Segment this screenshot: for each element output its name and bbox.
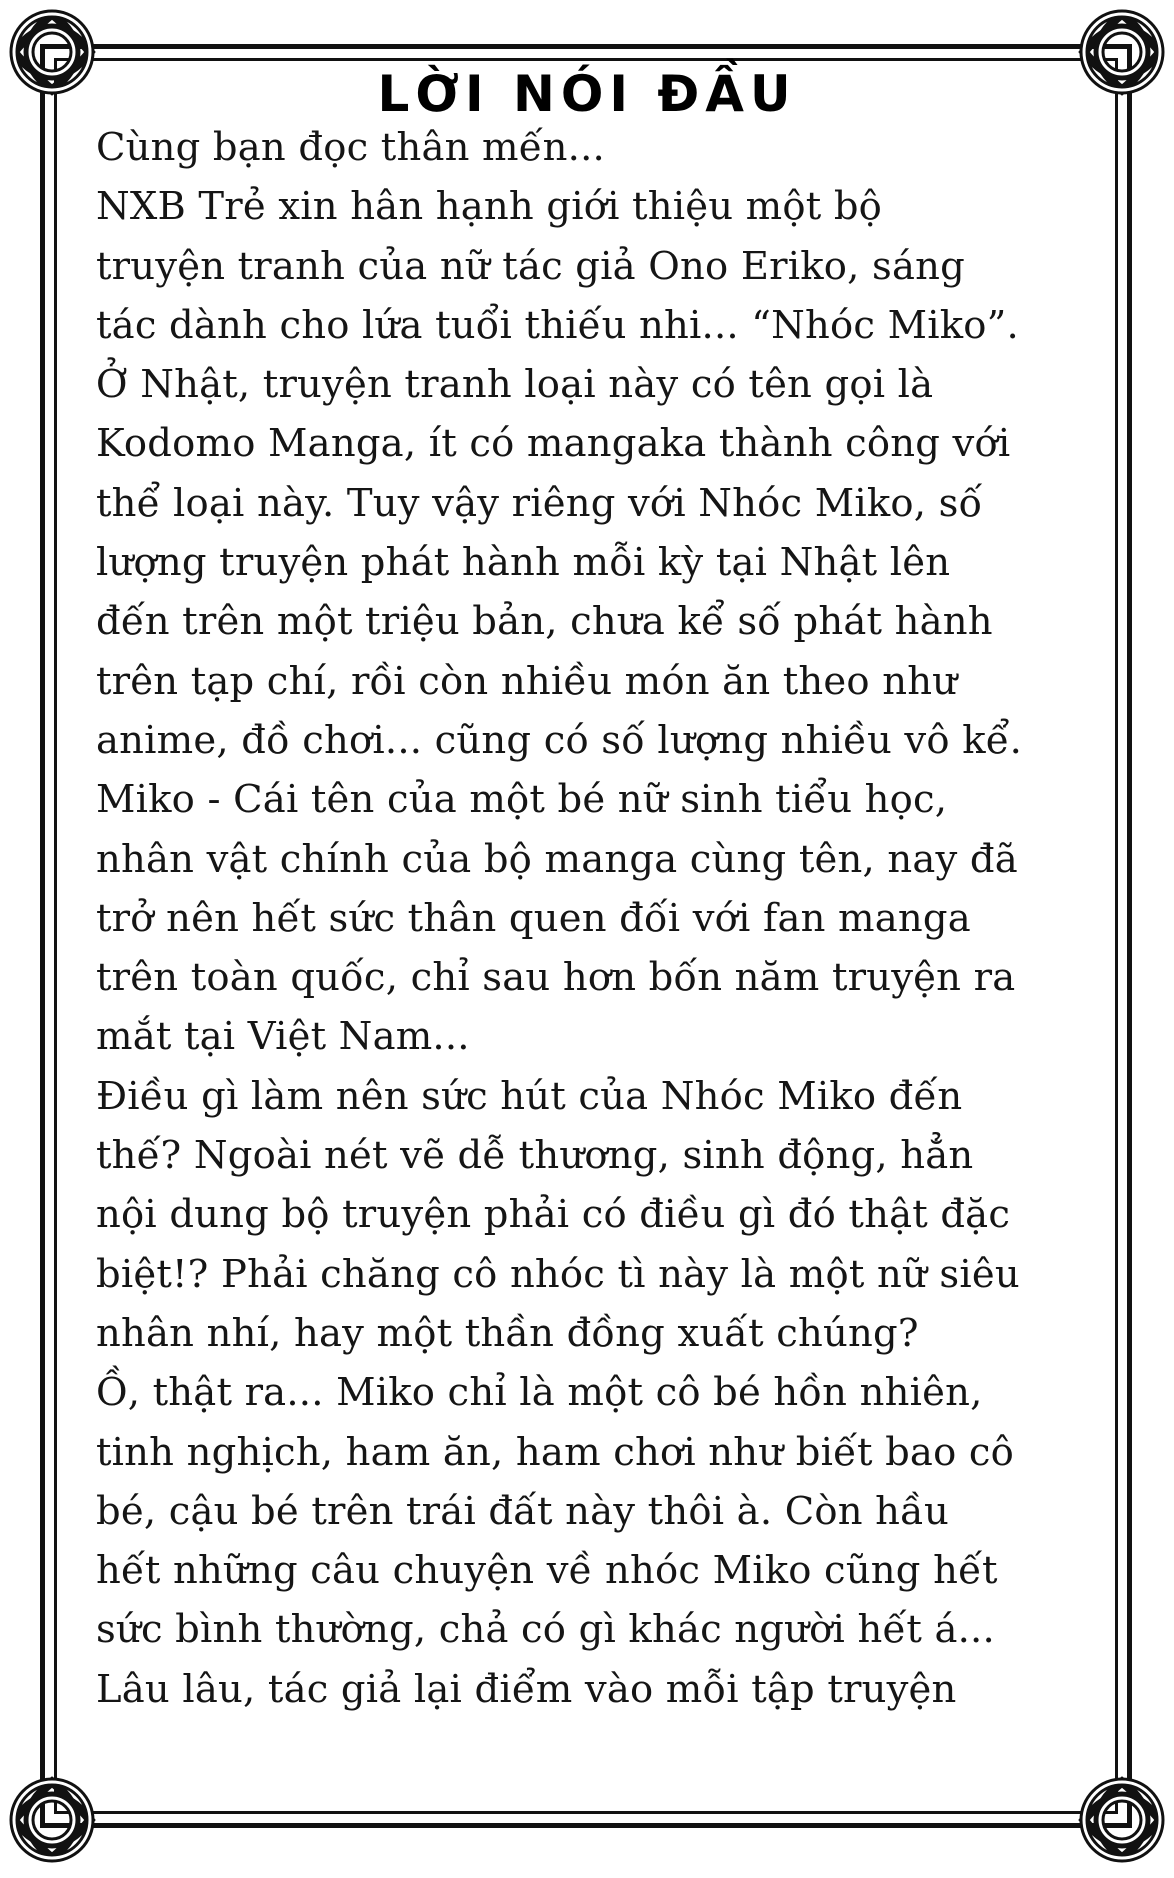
text-line: mắt tại Việt Nam... <box>96 1014 470 1060</box>
text-line: Ở Nhật, truyện tranh loại này có tên gọi là <box>96 362 934 408</box>
text-line: Lâu lâu, tác giả lại điểm vào mỗi tập truyện <box>96 1666 957 1712</box>
text-line: đến trên một triệu bản, chưa kể số phát hành <box>96 599 993 645</box>
text-line: thể loại này. Tuy vậy riêng với Nhóc Miko, số <box>96 480 983 526</box>
celtic-knot-corner-icon <box>0 1728 144 1878</box>
text-line: nhân vật chính của bộ manga cùng tên, nay đã <box>96 836 1018 882</box>
text-line: NXB Trẻ xin hân hạnh giới thiệu một bộ <box>96 184 883 230</box>
text-line: trên toàn quốc, chỉ sau hơn bốn năm truyện ra <box>96 955 1016 1001</box>
text-line: tác dành cho lứa tuổi thiếu nhi... “Nhóc Miko”. <box>96 302 1019 348</box>
text-line: Miko - Cái tên của một bé nữ sinh tiểu học, <box>96 777 948 823</box>
text-line: Ồ, thật ra... Miko chỉ là một cô bé hồn nhiên, <box>96 1370 983 1416</box>
text-line: nhân nhí, hay một thần đồng xuất chúng? <box>96 1310 919 1356</box>
text-line: sức bình thường, chả có gì khác người hết á... <box>96 1607 995 1653</box>
text-line: Điều gì làm nên sức hút của Nhóc Miko đến <box>96 1073 963 1119</box>
celtic-knot-corner-icon <box>1030 1728 1174 1878</box>
text-line: biệt!? Phải chăng cô nhóc tì này là một nữ siêu <box>96 1251 1020 1297</box>
text-line: Cùng bạn đọc thân mến... <box>96 125 605 170</box>
text-line: lượng truyện phát hành mỗi kỳ tại Nhật lên <box>96 540 951 586</box>
text-line: hết những câu chuyện về nhóc Miko cũng hết <box>96 1548 998 1594</box>
text-line: Kodomo Manga, ít có mangaka thành công với <box>96 421 1011 467</box>
text-line: trở nên hết sức thân quen đối với fan manga <box>96 895 971 941</box>
preface-text <box>96 118 1106 1719</box>
text-line: truyện tranh của nữ tác giả Ono Eriko, sáng <box>96 243 965 289</box>
text-line: thế? Ngoài nét vẽ dễ thương, sinh động, hẳn <box>96 1133 974 1179</box>
text-line: bé, cậu bé trên trái đất này thôi à. Còn hầu <box>96 1488 949 1534</box>
page-title: LỜI NÓI ĐẦU <box>377 65 797 123</box>
text-line: trên tạp chí, rồi còn nhiều món ăn theo như <box>96 658 958 704</box>
text-line: anime, đồ chơi... cũng có số lượng nhiều vô kể. <box>96 717 1023 763</box>
text-line: tinh nghịch, ham ăn, ham chơi như biết bao cô <box>96 1429 1015 1475</box>
text-line: nội dung bộ truyện phải có điều gì đó thật đặc <box>96 1192 1011 1238</box>
